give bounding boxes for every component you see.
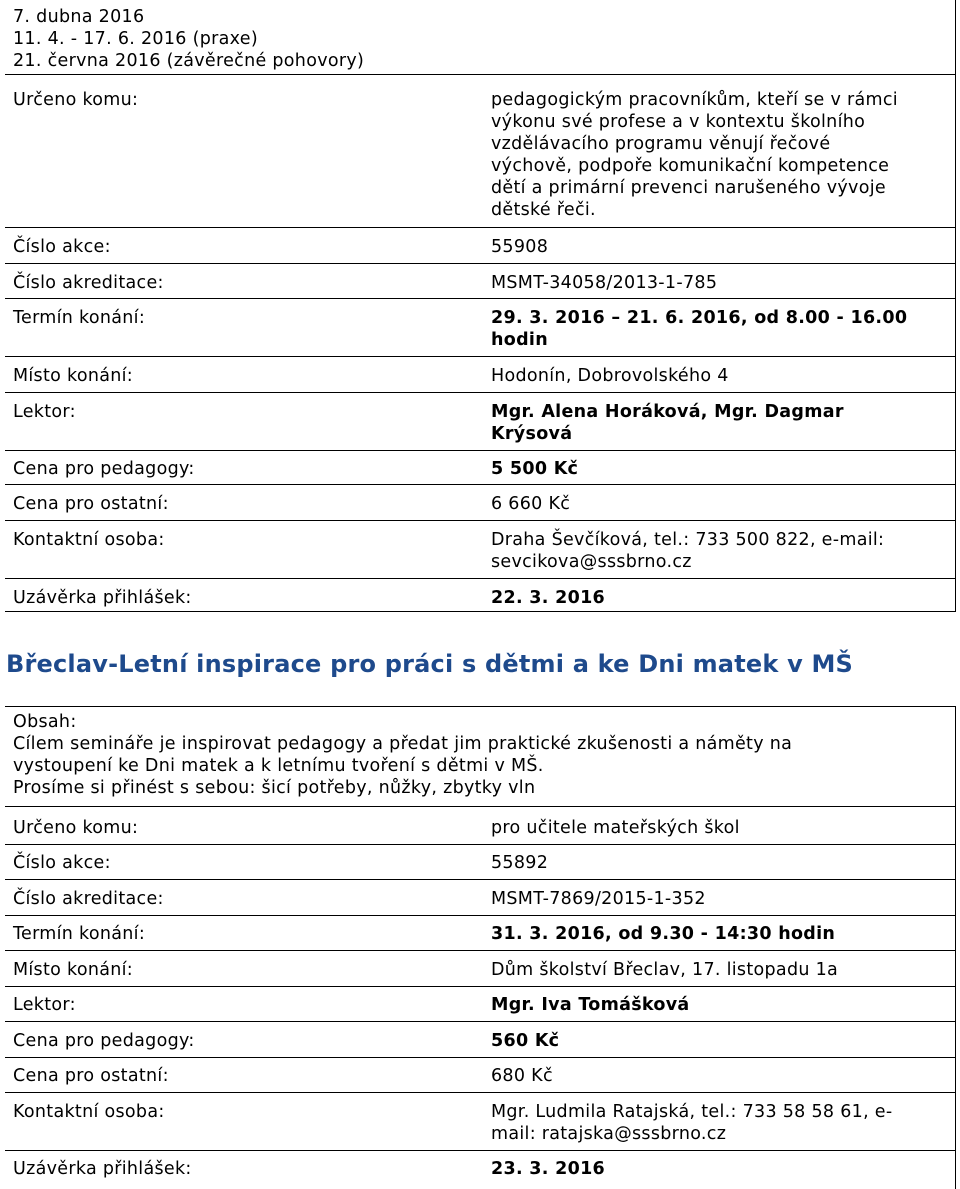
course2-termin-value: 31. 3. 2016, od 9.30 - 14:30 hodin xyxy=(491,924,836,944)
row-divider xyxy=(5,879,956,880)
course2-urceno-value: pro učitele mateřských škol xyxy=(491,818,740,838)
course2-cislo-akce-label: Číslo akce: xyxy=(13,853,111,873)
course2-cena-ped-label: Cena pro pedagogy: xyxy=(13,1031,195,1051)
email-link[interactable]: sevcikova@sssbrno.cz xyxy=(491,552,692,572)
course2-misto-value: Dům školství Břeclav, 17. listopadu 1a xyxy=(491,960,839,980)
course2-cena-ost-value: 680 Kč xyxy=(491,1066,553,1086)
text-line: Prosíme si přinést s sebou: šicí potřeby, nůžky, zbytky vln xyxy=(13,778,536,798)
row-divider xyxy=(5,484,956,485)
course2-title: Břeclav-Letní inspirace pro práci s dětmi a ke Dni matek v MŠ xyxy=(6,650,854,678)
text-line: výchově, podpoře komunikační kompetence xyxy=(491,156,890,176)
intro-line: 7. dubna 2016 xyxy=(13,7,145,27)
course1-cislo-akce-value: 55908 xyxy=(491,237,549,257)
row-divider xyxy=(5,986,956,987)
course1-akreditace-label: Číslo akreditace: xyxy=(13,273,164,293)
course2-obsah xyxy=(13,711,792,799)
course1-akreditace-value: MSMT-34058/2013-1-785 xyxy=(491,273,718,293)
row-divider xyxy=(5,450,956,451)
course2-akreditace-label: Číslo akreditace: xyxy=(13,889,164,909)
text-line: vzdělávacího programu věnují řečové xyxy=(491,134,831,154)
course1-cena-ped-value: 5 500 Kč xyxy=(491,459,579,479)
obsah-label: Obsah: xyxy=(13,712,77,732)
text-line: dětí a primární prevenci narušeného vývoje xyxy=(491,178,886,198)
row-divider xyxy=(5,915,956,916)
course1-cena-ost-label: Cena pro ostatní: xyxy=(13,494,169,514)
course2-kontakt-label: Kontaktní osoba: xyxy=(13,1102,165,1122)
course1-termin-label: Termín konání: xyxy=(13,308,146,328)
text-line: vystoupení ke Dni matek a k letnímu tvoření s dětmi v MŠ. xyxy=(13,756,544,776)
row-divider xyxy=(5,844,956,845)
course1-termin-value xyxy=(491,307,907,351)
text-line: Mgr. Alena Horáková, Mgr. Dagmar xyxy=(491,402,844,422)
row-divider xyxy=(5,356,956,357)
row-divider xyxy=(5,1150,956,1151)
course2-uzaverka-label: Uzávěrka přihlášek: xyxy=(13,1159,192,1179)
course2-termin-label: Termín konání: xyxy=(13,924,146,944)
course2-cena-ped-value: 560 Kč xyxy=(491,1031,560,1051)
email-link[interactable]: mail: ratajska@sssbrno.cz xyxy=(491,1124,727,1144)
course1-lektor-label: Lektor: xyxy=(13,402,76,422)
row-divider xyxy=(5,950,956,951)
row-divider xyxy=(5,1021,956,1022)
text-line: Mgr. Ludmila Ratajská, tel.: 733 58 58 61, e- xyxy=(491,1102,893,1122)
row-divider xyxy=(5,74,956,75)
course1-kontakt-label: Kontaktní osoba: xyxy=(13,530,165,550)
row-divider xyxy=(5,578,956,579)
course2-akreditace-value: MSMT-7869/2015-1-352 xyxy=(491,889,706,909)
course1-uzaverka-label: Uzávěrka přihlášek: xyxy=(13,588,192,608)
text-line: výkonu své profese a v kontextu školního xyxy=(491,112,866,132)
intro-line: 11. 4. - 17. 6. 2016 (praxe) xyxy=(13,29,258,49)
row-divider xyxy=(5,1057,956,1058)
row-divider xyxy=(5,1092,956,1093)
course1-cena-ost-value: 6 660 Kč xyxy=(491,494,571,514)
course1-uzaverka-value: 22. 3. 2016 xyxy=(491,588,606,608)
course1-urceno-value xyxy=(491,89,898,221)
course2-cislo-akce-value: 55892 xyxy=(491,853,549,873)
text-line: dětské řeči. xyxy=(491,200,596,220)
course1-cislo-akce-label: Číslo akce: xyxy=(13,237,111,257)
text-line: hodin xyxy=(491,330,548,350)
row-divider xyxy=(5,227,956,228)
row-divider xyxy=(5,263,956,264)
row-divider xyxy=(5,392,956,393)
text-line: Krýsová xyxy=(491,424,573,444)
text-line: pedagogickým pracovníkům, kteří se v rámci xyxy=(491,90,898,110)
course1-urceno-label: Určeno komu: xyxy=(13,90,139,110)
course2-kontakt-value xyxy=(491,1101,892,1145)
course1-cena-ped-label: Cena pro pedagogy: xyxy=(13,459,195,479)
course2-cena-ost-label: Cena pro ostatní: xyxy=(13,1066,169,1086)
row-divider xyxy=(5,298,956,299)
text-line: Cílem semináře je inspirovat pedagogy a předat jim praktické zkušenosti a náměty na xyxy=(13,734,793,754)
text-line: Draha Ševčíková, tel.: 733 500 822, e-mail: xyxy=(491,530,885,550)
course1-misto-label: Místo konání: xyxy=(13,366,133,386)
course2-uzaverka-value: 23. 3. 2016 xyxy=(491,1159,606,1179)
course2-lektor-value: Mgr. Iva Tomášková xyxy=(491,995,690,1015)
course1-dates-intro xyxy=(13,6,364,72)
course2-lektor-label: Lektor: xyxy=(13,995,76,1015)
course2-urceno-label: Určeno komu: xyxy=(13,818,139,838)
row-divider xyxy=(5,806,956,807)
row-divider xyxy=(5,520,956,521)
course1-misto-value: Hodonín, Dobrovolského 4 xyxy=(491,366,729,386)
course2-misto-label: Místo konání: xyxy=(13,960,133,980)
course1-kontakt-value xyxy=(491,529,884,573)
course1-lektor-value xyxy=(491,401,844,445)
text-line: 29. 3. 2016 – 21. 6. 2016, od 8.00 - 16.00 xyxy=(491,308,908,328)
intro-line: 21. června 2016 (závěrečné pohovory) xyxy=(13,51,365,71)
